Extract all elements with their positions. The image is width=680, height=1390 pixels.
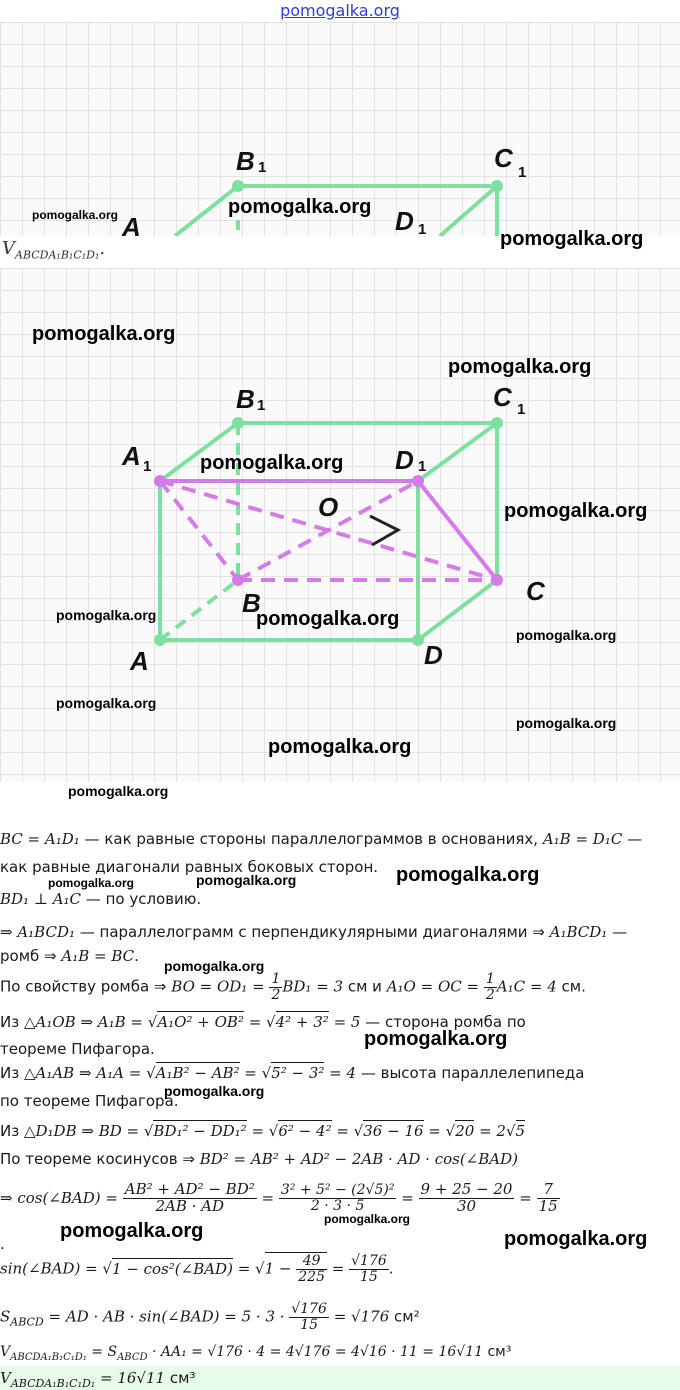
label-b1: B: [236, 146, 255, 176]
solution-line-12: По теореме косинусов ⇒ BD² = AB² + AD² − 2AB · AD · cos(∠BAD): [0, 1150, 518, 1168]
svg-text:1: 1: [517, 401, 526, 418]
solution-line-15: sin(∠BAD) = √1 − cos²(∠BAD) = √1 − $\frac{49}{225}$ = $\frac{√176}{15}$ .: [0, 1253, 394, 1285]
watermark: pomogalka.org: [32, 208, 119, 222]
watermark: pomogalka.org: [56, 695, 157, 711]
svg-text:1: 1: [518, 164, 527, 181]
label-b: B: [242, 588, 261, 618]
watermark: pomogalka.org: [268, 736, 412, 758]
watermark: pomogalka.org: [324, 1212, 411, 1226]
edge-c1d1: [440, 186, 497, 236]
label-o: O: [318, 492, 339, 522]
point-b1: [232, 180, 244, 192]
label-a1: A: [122, 441, 141, 471]
svg-text:1: 1: [258, 159, 267, 176]
watermark: pomogalka.org: [164, 958, 265, 974]
solution-line-11: Из △D₁DB ⇒ BD = √BD₁² − DD₁² = √6² − 4² = √36 − 16 = √20 = 2√5: [0, 1122, 526, 1140]
watermark: pomogalka.org: [56, 607, 157, 623]
solution-line-6: По свойству ромба ⇒ BO = OD₁ = $\frac{1}{2}$ BD₁ = 3 см и A₁O = OC = $\frac{1}{2}$ A₁C = 4 см.: [0, 971, 586, 1003]
watermark: pomogalka.org: [32, 323, 176, 345]
solution-line-13: ⇒ cos(∠BAD) = $\frac{\text{AB² + AD² − BD²}}{2AB \cdot AD}$ = $\frac{\text{3² + 5² − (2√5)²}}{2 \cdot 3 \cdot 5}$ = $\frac{9 + 25 - 20}{30}$ = $\frac{7}{15}$: [0, 1180, 558, 1215]
solution-line-10: по теореме Пифагора.: [0, 1092, 179, 1110]
point-d1: [412, 475, 424, 487]
volume-label: $V_{ABCDA_1B_1C_1D_1}$.: [2, 238, 106, 262]
watermark: pomogalka.org: [396, 864, 540, 886]
label-a1: A: [122, 212, 141, 236]
watermark: pomogalka.org: [196, 872, 297, 888]
final-answer: $V_{ABCDA_1B_1C_1D_1} = 16√11$ см³: [0, 1366, 680, 1390]
watermark: pomogalka.org: [68, 783, 169, 799]
svg-text:1: 1: [257, 397, 266, 414]
solution-line-1: BC = A₁D₁ — как равные стороны параллелограммов в основаниях, A₁B = D₁C —: [0, 830, 643, 848]
point-a: [154, 634, 166, 646]
watermark: pomogalka.org: [516, 715, 617, 731]
edge-a1b: [160, 481, 238, 580]
solution-line-2: как равные диагонали равных боковых сторон.: [0, 858, 379, 876]
watermark: pomogalka.org: [448, 356, 592, 378]
watermark: pomogalka.org: [200, 452, 344, 474]
site-link[interactable]: pomogalka.org: [280, 1, 400, 20]
point-c: [491, 574, 503, 586]
label-c1: C: [494, 143, 513, 173]
label-d1: D: [395, 445, 414, 475]
label-d1: D: [395, 206, 414, 236]
solution-line-14: .: [0, 1235, 5, 1253]
perpendicular-mark: [370, 516, 398, 545]
label-c: C: [526, 576, 545, 606]
solution-line-8: теореме Пифагора.: [0, 1040, 155, 1058]
solution-line-3: BD₁ ⊥ A₁C — по условию.: [0, 890, 202, 908]
watermark: pomogalka.org: [500, 228, 644, 250]
point-b1: [232, 417, 244, 429]
point-d: [412, 634, 424, 646]
watermark: pomogalka.org: [48, 876, 135, 890]
watermark: pomogalka.org: [228, 196, 372, 218]
point-c1: [491, 180, 503, 192]
label-c1: C: [493, 382, 512, 412]
watermark: pomogalka.org: [60, 1220, 204, 1242]
watermark: pomogalka.org: [256, 608, 400, 630]
point-c1: [491, 417, 503, 429]
label-d: D: [424, 640, 443, 670]
label-a: A: [130, 646, 149, 676]
solution-line-16: $S_{ABCD}$ = AD · AB · sin(∠BAD) = 5 · 3 · $\frac{√176}{15}$ = √176 см²: [0, 1301, 420, 1333]
solution-line-9: Из △A₁AB ⇒ A₁A = √A₁B² − AB² = √5² − 3² = 4 — высота параллелепипеда: [0, 1064, 585, 1082]
watermark: pomogalka.org: [504, 1228, 648, 1250]
solution-line-7: Из △A₁OB ⇒ A₁B = √A₁O² + OB² = √4² + 3² = 5 — сторона ромба по: [0, 1013, 526, 1031]
watermark: pomogalka.org: [164, 1083, 265, 1099]
solution-line-4: ⇒ A₁BCD₁ — параллелограмм с перпендикулярными диагоналями ⇒ A₁BCD₁ —: [0, 923, 628, 941]
point-a1: [154, 475, 166, 487]
label-b1: B: [236, 384, 255, 414]
svg-text:1: 1: [143, 458, 152, 475]
solution-line-17: $V_{ABCDA_1B_1C_1D_1} = S_{ABCD} \cdot AA_1 = √176 \cdot 4 = 4√176 = 4√16 \cdot 11 = 16√11$ см³: [0, 1344, 512, 1363]
edge-c1d1: [418, 423, 497, 481]
edge-dc: [418, 580, 497, 640]
watermark: pomogalka.org: [504, 500, 648, 522]
edge-ab-hidden: [160, 580, 238, 640]
watermark: pomogalka.org: [516, 627, 617, 643]
solution-line-5: ромб ⇒ A₁B = BC.: [0, 947, 139, 965]
watermark: pomogalka.org: [364, 1028, 508, 1050]
point-b: [232, 574, 244, 586]
edge-d1c: [418, 481, 497, 580]
svg-text:1: 1: [418, 458, 427, 475]
svg-text:1: 1: [418, 221, 427, 236]
